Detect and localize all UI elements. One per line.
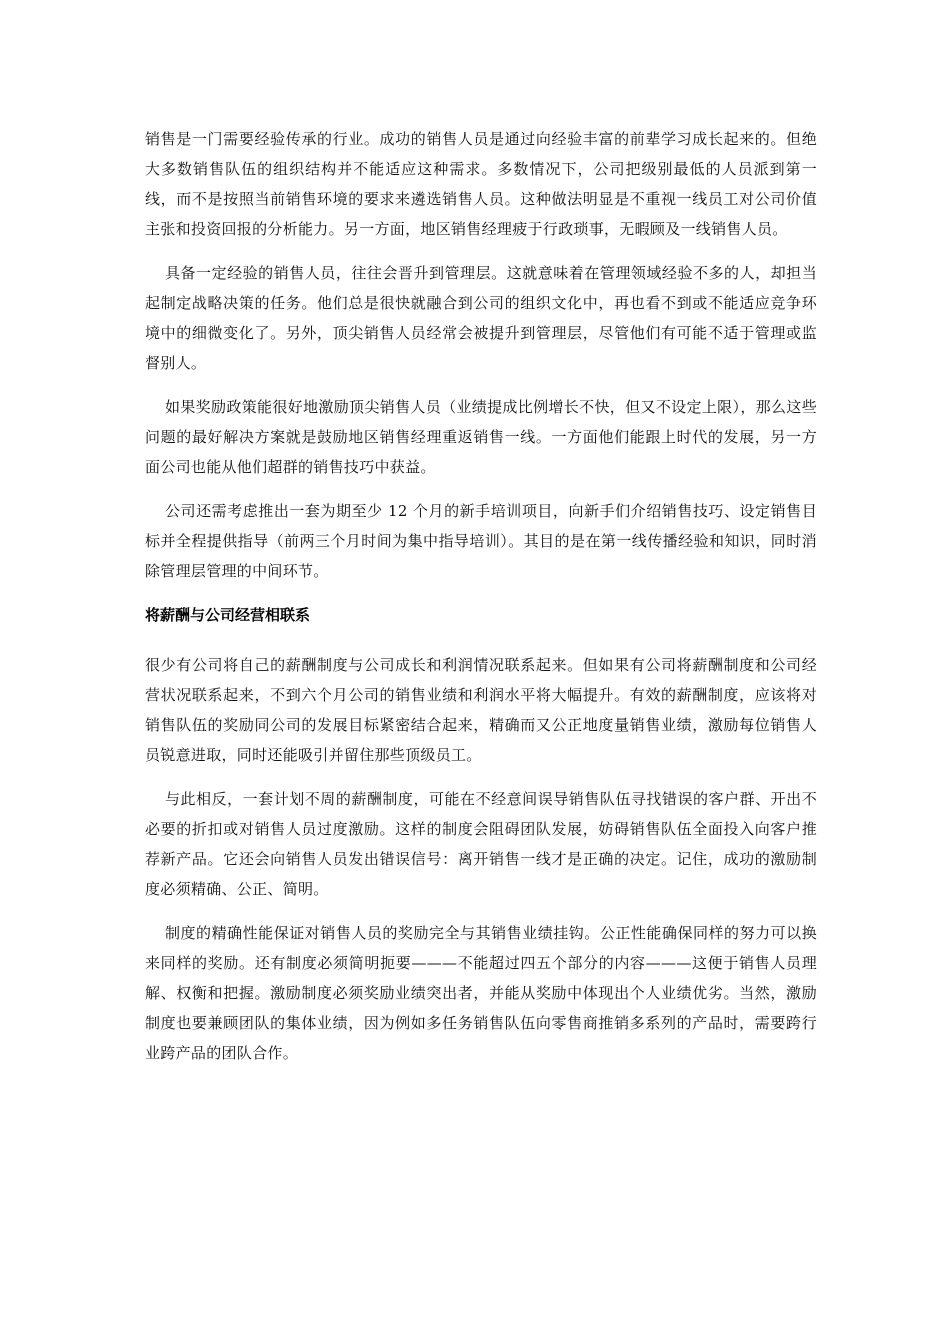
document-body: [145, 124, 817, 1082]
paragraph-7: 制度的精确性能保证对销售人员的奖励完全与其销售业绩挂钩。公正性能确保同样的努力可以换来同样的奖励。还有制度必须简明扼要———不能超过四五个部分的内容———这便于销售人员理解、权衡和把握。激励制度必须奖励业绩突出者，并能从奖励中体现出个人业绩优劣。当然，激励制度也要兼顾团队的集体业绩，因为例如多任务销售队伍向零售商推销多系列的产品时，需要跨行业跨产品的团队合作。: [145, 924, 817, 1062]
section-heading: 将薪酬与公司经营相联系: [145, 606, 311, 624]
paragraph-3: 如果奖励政策能很好地激励顶尖销售人员（业绩提成比例增长不快，但又不设定上限），那么这些问题的最好解决方案就是鼓励地区销售经理重返销售一线。一方面他们能跟上时代的发展，另一方面公司也能从他们超群的销售技巧中获益。: [145, 398, 817, 476]
paragraph-2: 具备一定经验的销售人员，往往会晋升到管理层。这就意味着在管理领域经验不多的人，却担当起制定战略决策的任务。他们总是很快就融合到公司的组织文化中，再也看不到或不能适应竞争环境中的细微变化了。另外，顶尖销售人员经常会被提升到管理层，尽管他们有可能不适于管理或监督别人。: [145, 264, 817, 372]
paragraph-6: 与此相反，一套计划不周的薪酬制度，可能在不经意间误导销售队伍寻找错误的客户群、开出不必要的折扣或对销售人员过度激励。这样的制度会阻碍团队发展，妨碍销售队伍全面投入向客户推荐新产品。它还会向销售人员发出错误信号：离开销售一线才是正确的决定。记住，成功的激励制度必须精确、公正、简明。: [145, 790, 817, 898]
paragraph-4: 公司还需考虑推出一套为期至少 12 个月的新手培训项目，向新手们介绍销售技巧、设定销售目标并全程提供指导（前两三个月时间为集中指导培训）。其目的是在第一线传播经验和知识，同时消除管理层管理的中间环节。: [145, 502, 817, 580]
paragraph-1: 销售是一门需要经验传承的行业。成功的销售人员是通过向经验丰富的前辈学习成长起来的。但绝大多数销售队伍的组织结构并不能适应这种需求。多数情况下，公司把级别最低的人员派到第一线，而不是按照当前销售环境的要求来遴选销售人员。这种做法明显是不重视一线员工对公司价值主张和投资回报的分析能力。另一方面，地区销售经理疲于行政琐事，无暇顾及一线销售人员。: [145, 130, 817, 238]
paragraph-5: 很少有公司将自己的薪酬制度与公司成长和利润情况联系起来。但如果有公司将薪酬制度和公司经营状况联系起来，不到六个月公司的销售业绩和利润水平将大幅提升。有效的薪酬制度，应该将对销售队伍的奖励同公司的发展目标紧密结合起来，精确而又公正地度量销售业绩，激励每位销售人员锐意进取，同时还能吸引并留住那些顶级员工。: [145, 656, 817, 764]
